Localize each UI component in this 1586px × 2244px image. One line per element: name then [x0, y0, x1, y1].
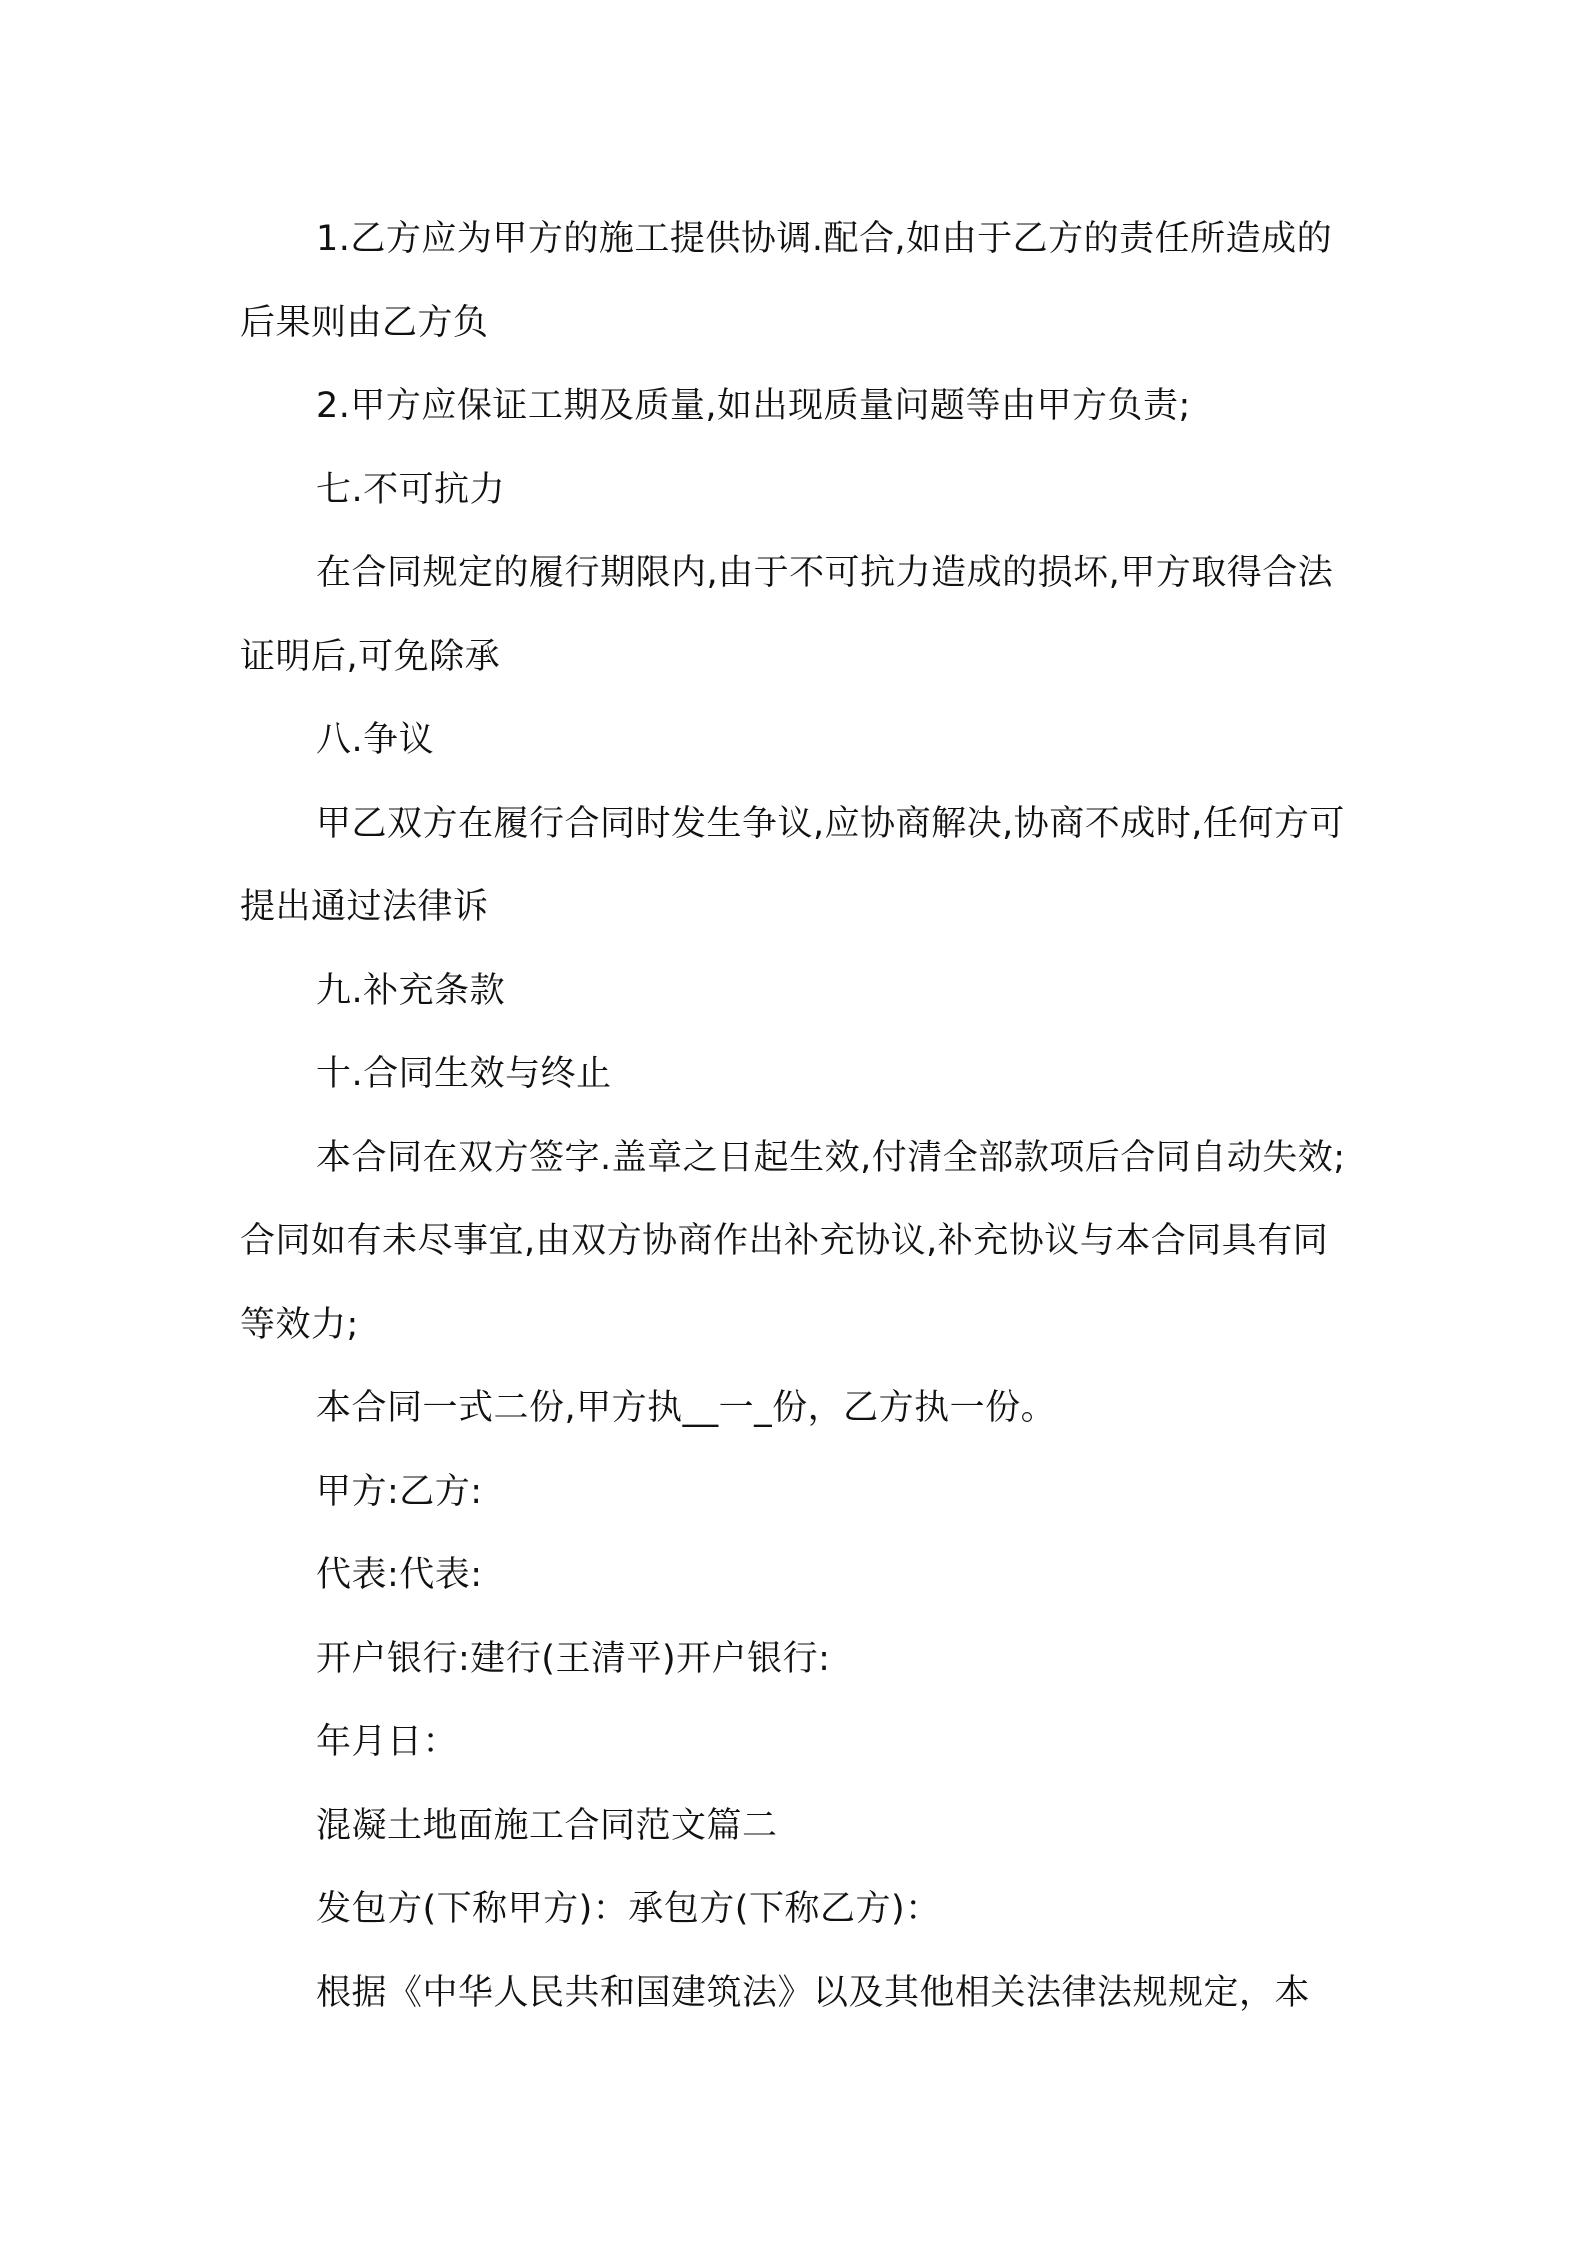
- second-contract-title: 混凝土地面施工合同范文篇二: [316, 1805, 778, 1846]
- section-heading-force-majeure: 七.不可抗力: [316, 469, 506, 510]
- signature-bank-line: 开户银行:建行(王清平)开户银行:: [316, 1638, 831, 1679]
- signature-representatives-line: 代表:代表:: [316, 1555, 483, 1595]
- section-heading-supplementary-terms: 九.补充条款: [316, 970, 506, 1011]
- signature-parties-line: 甲方:乙方:: [316, 1471, 483, 1512]
- second-contract-parties-line: 发包方(下称甲方)：承包方(下称乙方)：: [316, 1889, 941, 1929]
- paragraph-dispute: 甲乙双方在履行合同时发生争议,应协商解决,协商不成时,任何方可提出通过法律诉: [240, 803, 1345, 927]
- section-heading-effect-termination: 十.合同生效与终止: [316, 1054, 612, 1094]
- paragraph-responsibility-party-a: 2.甲方应保证工期及质量,如出现质量问题等由甲方负责;: [316, 386, 1191, 426]
- second-contract-preamble: 根据《中华人民共和国建筑法》以及其他相关法律法规规定，本: [316, 1972, 1311, 2013]
- paragraph-copies: 本合同一式二份,甲方执__一_份，乙方执一份。: [316, 1388, 1057, 1428]
- document-body: [240, 198, 1350, 2035]
- paragraph-force-majeure: 在合同规定的履行期限内,由于不可抗力造成的损坏,甲方取得合法证明后,可免除承: [240, 553, 1334, 677]
- section-heading-dispute: 八.争议: [316, 720, 435, 760]
- paragraph-effect-termination: 本合同在双方签字.盖章之日起生效,付清全部款项后合同自动失效;合同如有未尽事宜,由双方协商作出补充协议,补充协议与本合同具有同等效力;: [240, 1137, 1346, 1345]
- paragraph-responsibility-party-b: 1.乙方应为甲方的施工提供协调.配合,如由于乙方的责任所造成的后果则由乙方负: [240, 219, 1333, 343]
- signature-date-line: 年月日：: [316, 1722, 459, 1762]
